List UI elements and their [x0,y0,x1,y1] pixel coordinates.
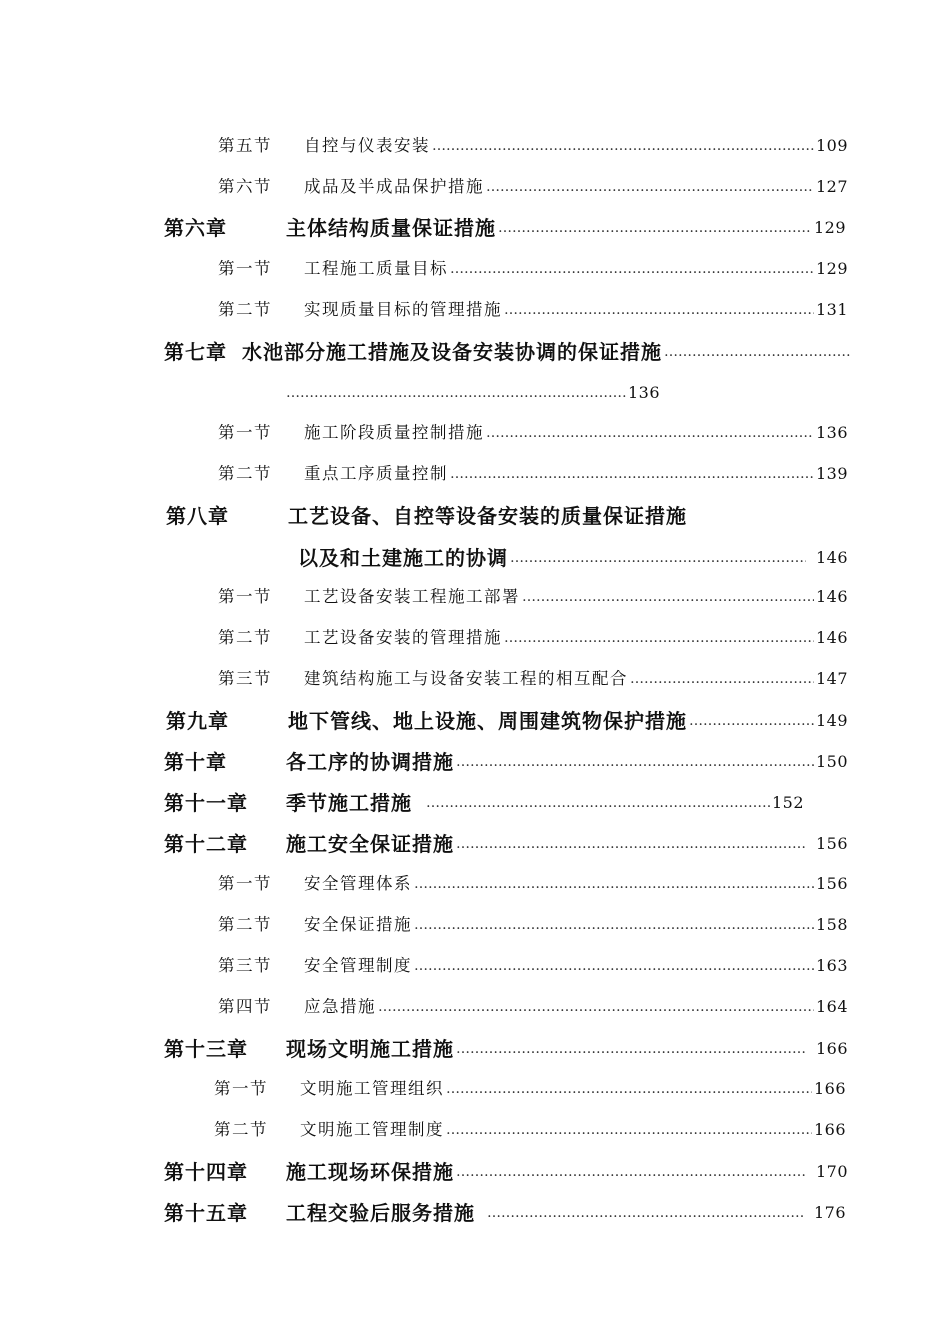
dot-leader [454,747,814,777]
chapter-number: 第九章 [166,709,229,733]
chapter-title: 主体结构质量保证措施 [286,216,496,240]
toc-chapter-entry[interactable] [164,337,850,367]
section-number: 第六节 [218,177,272,196]
toc-entry[interactable] [218,172,848,202]
dot-leader [454,1034,806,1064]
section-number: 第三节 [218,669,272,688]
page-number: 136 [815,423,848,442]
toc-entry[interactable] [218,295,848,325]
page-number: 158 [815,915,848,934]
chapter-title: 水池部分施工措施及设备安装协调的保证措施 [242,340,662,364]
page-number: 163 [815,956,848,975]
toc-entry[interactable] [214,1074,846,1104]
toc-entry[interactable] [218,910,848,940]
dot-leader [502,623,814,653]
section-title: 工艺设备安装工程施工部署 [304,587,520,606]
toc-entry[interactable] [218,459,848,489]
toc-entry[interactable] [218,992,848,1022]
chapter-title: 工程交验后服务措施 [286,1201,475,1225]
dot-leader [376,992,814,1022]
page-number: 166 [813,1079,846,1098]
page-number: 176 [813,1203,846,1222]
section-number: 第一节 [218,259,272,278]
section-title: 安全管理体系 [304,874,412,893]
dot-leader [454,829,806,859]
toc-chapter-entry[interactable] [164,213,846,243]
toc-chapter-entry[interactable] [164,788,804,818]
section-number: 第四节 [218,997,272,1016]
toc-chapter-entry[interactable] [164,747,848,777]
toc-chapter-continuation[interactable] [286,378,660,408]
chapter-number: 第十三章 [164,1037,248,1061]
page-number: 136 [627,383,660,402]
page-number: 131 [815,300,848,319]
page-number: 170 [815,1162,848,1181]
section-number: 第二节 [218,628,272,647]
toc-entry[interactable] [218,623,848,653]
dot-leader [484,172,814,202]
toc-entry[interactable] [218,951,848,981]
page-number: 152 [771,793,804,812]
section-title: 安全保证措施 [304,915,412,934]
toc-entry[interactable] [218,869,848,899]
page-number: 139 [815,464,848,483]
section-number: 第五节 [218,136,272,155]
chapter-number: 第十四章 [164,1160,248,1184]
chapter-title: 现场文明施工措施 [286,1037,454,1061]
toc-entry[interactable] [218,418,848,448]
dot-leader [444,1115,812,1145]
chapter-title: 工艺设备、自控等设备安装的质量保证措施 [288,504,687,528]
toc-chapter-continuation[interactable] [298,543,848,573]
page-number: 156 [815,874,848,893]
dot-leader [520,582,814,612]
section-title: 应急措施 [304,997,376,1016]
dot-leader [508,543,806,573]
page-number: 146 [815,548,848,567]
toc-entry[interactable] [218,254,848,284]
section-title: 施工阶段质量控制措施 [304,423,484,442]
section-number: 第一节 [218,587,272,606]
dot-leader [412,788,770,818]
chapter-number: 第八章 [166,504,229,528]
chapter-number: 第六章 [164,216,227,240]
toc-entry[interactable] [218,664,848,694]
chapter-title: 各工序的协调措施 [286,750,454,774]
page-number: 156 [815,834,848,853]
chapter-title: 地下管线、地上设施、周围建筑物保护措施 [288,709,687,733]
toc-chapter-entry[interactable] [164,1034,848,1064]
section-title: 实现质量目标的管理措施 [304,300,502,319]
dot-leader [448,459,814,489]
chapter-number: 第十一章 [164,791,248,815]
dot-leader [430,131,814,161]
page-number: 129 [815,259,848,278]
dot-leader [286,378,626,408]
page-number: 166 [813,1120,846,1139]
section-title: 重点工序质量控制 [304,464,448,483]
page-number: 109 [815,136,848,155]
toc-entry[interactable] [218,131,848,161]
dot-leader [412,951,814,981]
section-title: 工艺设备安装的管理措施 [304,628,502,647]
chapter-title-continued: 以及和土建施工的协调 [298,546,508,570]
section-title: 文明施工管理制度 [300,1120,444,1139]
toc-chapter-entry[interactable] [164,1157,848,1187]
section-number: 第二节 [218,300,272,319]
page-number: 164 [815,997,848,1016]
chapter-number: 第七章 [164,340,227,364]
toc-entry[interactable] [218,582,848,612]
chapter-title: 施工现场环保措施 [286,1160,454,1184]
toc-entry[interactable] [214,1115,846,1145]
page-number: 146 [815,628,848,647]
page-number: 147 [815,669,848,688]
section-title: 文明施工管理组织 [300,1079,444,1098]
section-number: 第二节 [218,915,272,934]
page-number: 129 [813,218,846,237]
section-number: 第三节 [218,956,272,975]
section-number: 第一节 [214,1079,268,1098]
dot-leader [412,910,814,940]
page-number: 146 [815,587,848,606]
section-number: 第二节 [218,464,272,483]
chapter-title: 季节施工措施 [286,791,412,815]
chapter-number: 第十五章 [164,1201,248,1225]
page-number: 127 [815,177,848,196]
section-title: 建筑结构施工与设备安装工程的相互配合 [304,669,628,688]
toc-chapter-entry[interactable] [164,829,848,859]
dot-leader [444,1074,812,1104]
section-title: 安全管理制度 [304,956,412,975]
section-title: 自控与仪表安装 [304,136,430,155]
chapter-number: 第十二章 [164,832,248,856]
dot-leader [484,418,814,448]
dot-leader [412,869,814,899]
page-number: 149 [815,711,848,730]
toc-chapter-entry[interactable] [166,501,766,531]
section-number: 第二节 [214,1120,268,1139]
dot-leader [454,1157,806,1187]
page-number: 150 [815,752,848,771]
dot-leader [496,213,812,243]
section-title: 成品及半成品保护措施 [304,177,484,196]
dot-leader [502,295,814,325]
chapter-number: 第十章 [164,750,227,774]
toc-chapter-entry[interactable] [166,706,848,736]
toc-chapter-entry[interactable] [164,1198,846,1228]
dot-leader [687,706,814,736]
section-number: 第一节 [218,423,272,442]
section-number: 第一节 [218,874,272,893]
chapter-title: 施工安全保证措施 [286,832,454,856]
page-number: 166 [815,1039,848,1058]
dot-leader [475,1198,804,1228]
dot-leader [662,337,850,367]
dot-leader [448,254,814,284]
dot-leader [628,664,814,694]
section-title: 工程施工质量目标 [304,259,448,278]
